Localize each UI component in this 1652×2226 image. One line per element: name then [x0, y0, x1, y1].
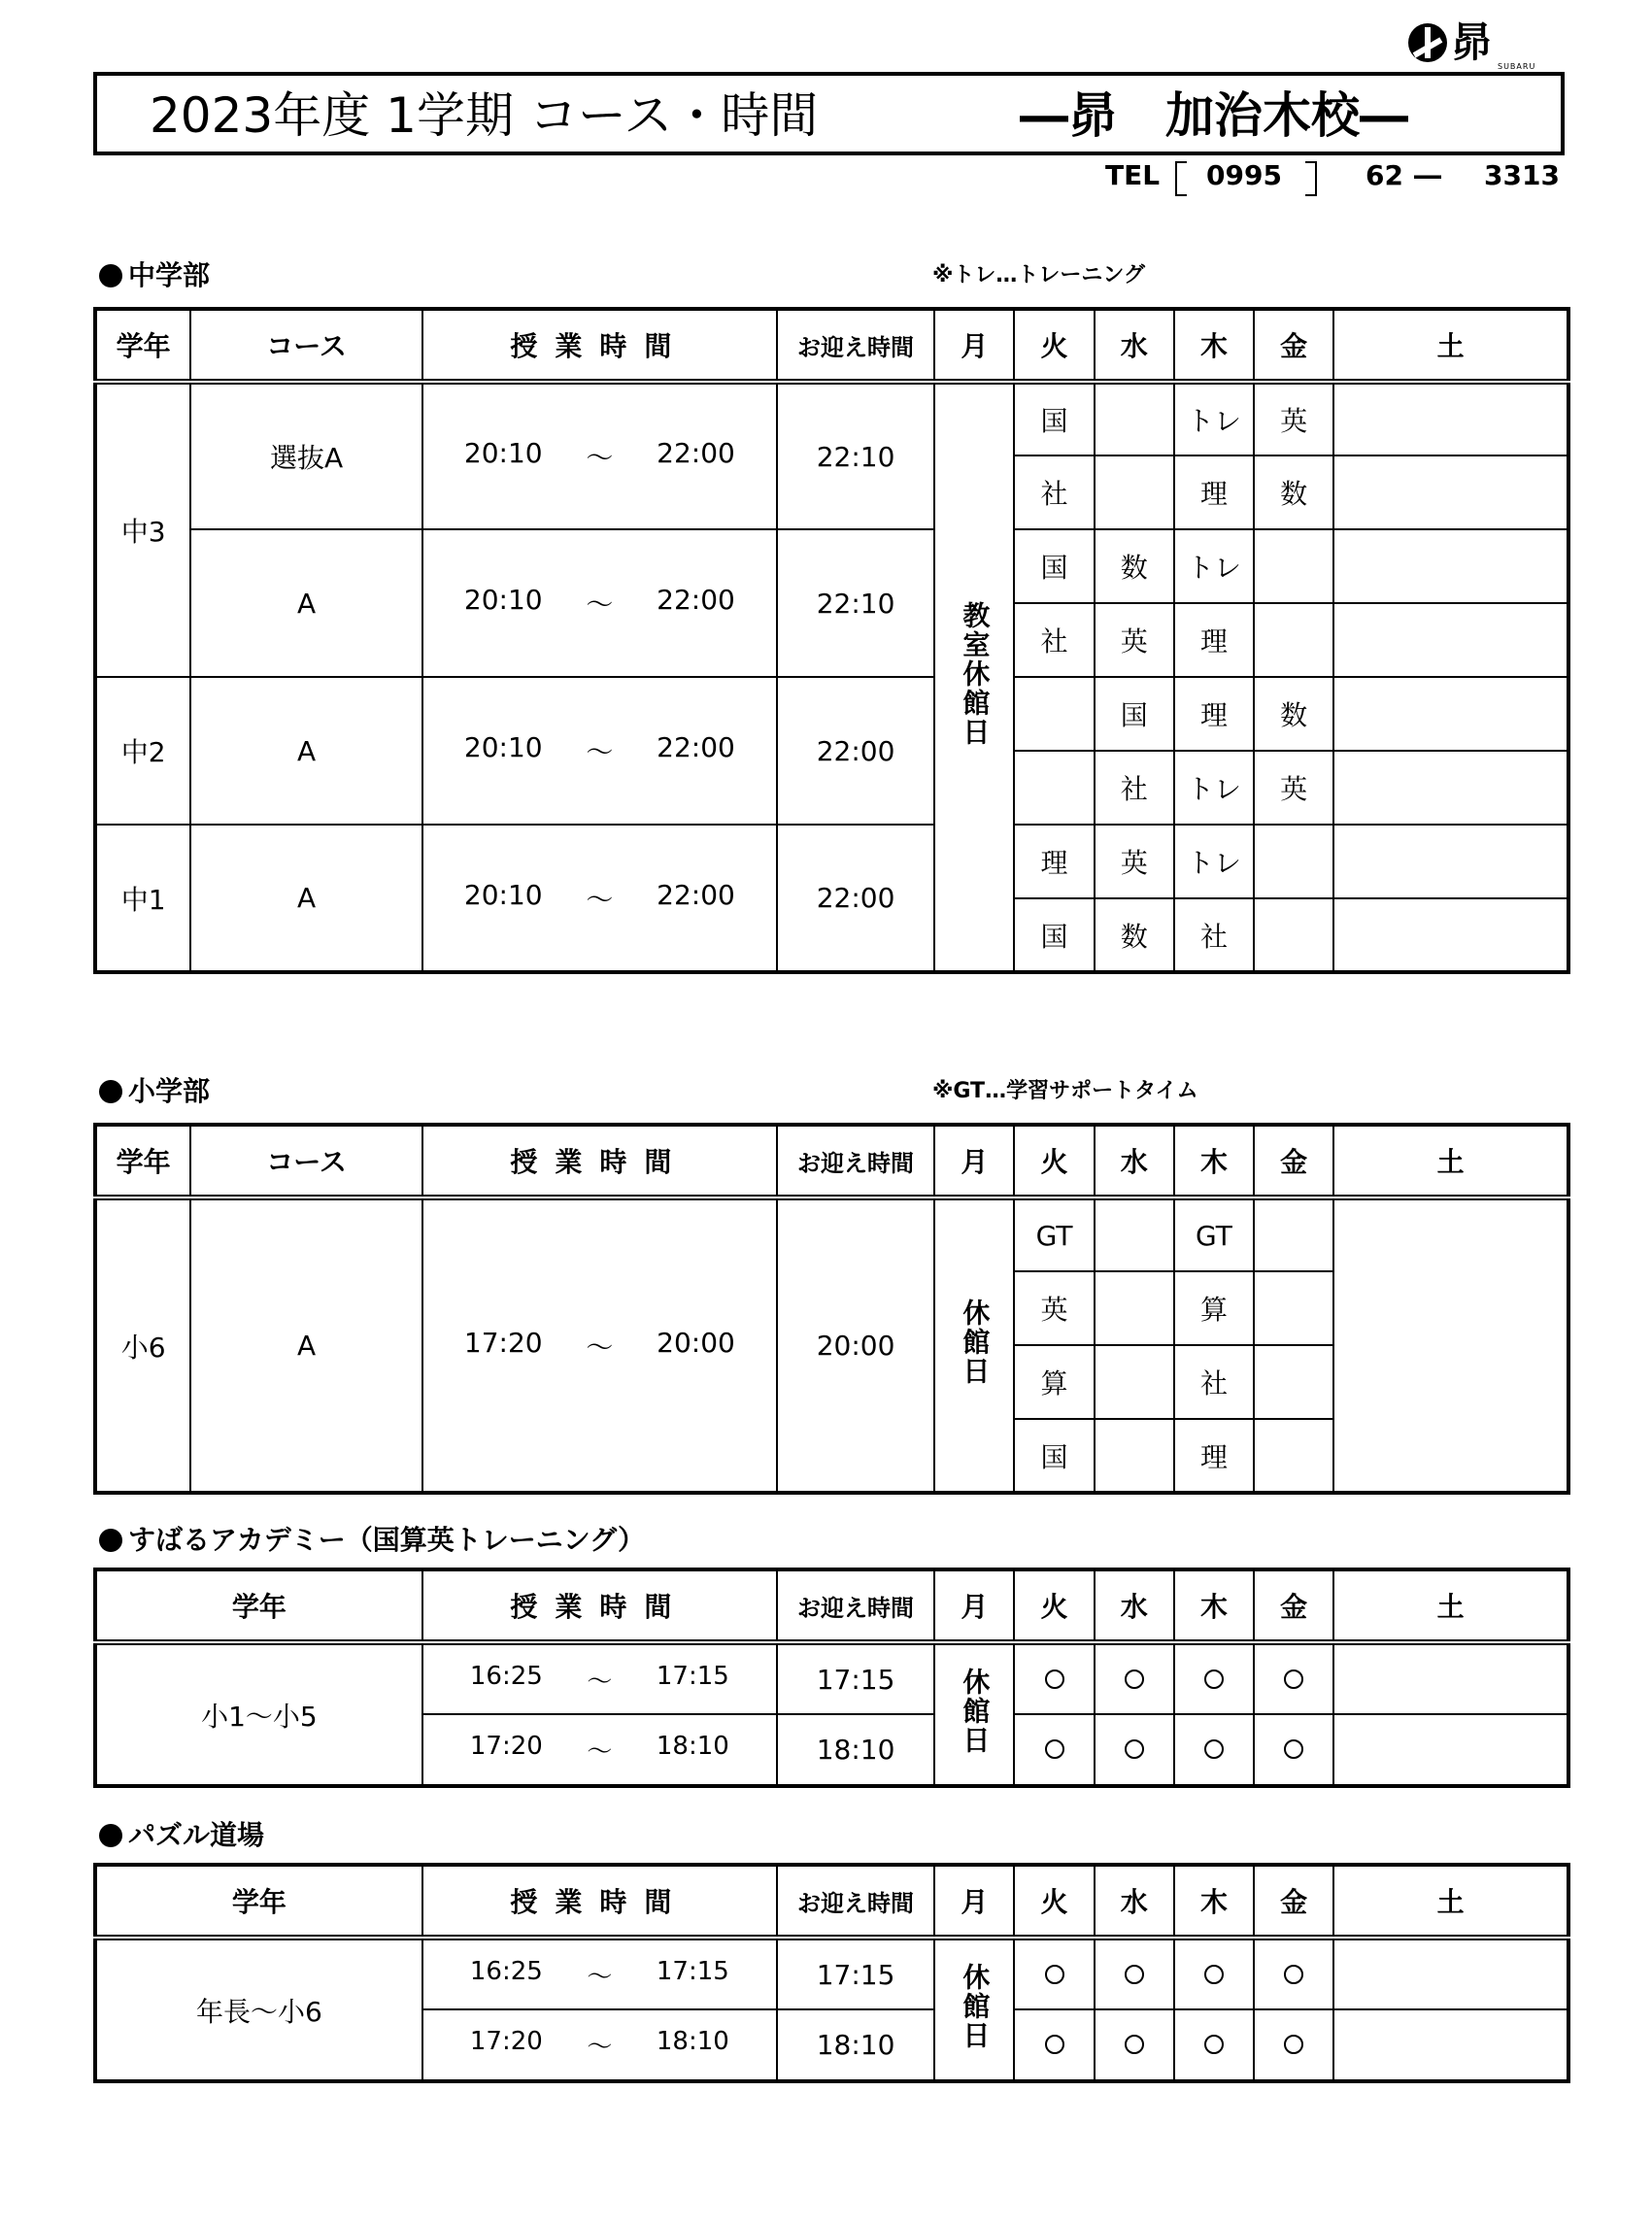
tel-label: TEL — [1105, 159, 1161, 191]
slot-cell: 数 — [1095, 529, 1174, 603]
sat-cell — [1333, 603, 1568, 677]
header-fri: 金 — [1254, 1569, 1333, 1642]
header-mon: 月 — [934, 1125, 1014, 1197]
school-logo — [1408, 19, 1554, 70]
elementary-heading: 小学部 — [99, 1070, 210, 1109]
middle-note: ※トレ…トレーニング — [932, 263, 1145, 287]
table-row — [95, 382, 1568, 455]
slot-cell — [1254, 1197, 1333, 1271]
slot-cell — [1254, 1419, 1333, 1493]
pickup-cell: 22:10 — [777, 529, 934, 677]
header-mon: 月 — [934, 309, 1014, 382]
slot-cell — [1095, 1419, 1174, 1493]
header-fri: 金 — [1254, 1125, 1333, 1197]
closed-day-cell: 休館日 — [934, 1642, 1014, 1786]
grade-cell: 小1～小5 — [95, 1642, 422, 1786]
bullet-icon — [99, 1529, 122, 1552]
grade-cell: 小6 — [95, 1197, 190, 1493]
sat-cell — [1333, 2009, 1568, 2081]
pickup-cell: 18:10 — [777, 1714, 934, 1786]
slot-cell: トレ — [1174, 825, 1254, 898]
slot-cell: 英 — [1095, 825, 1174, 898]
bullet-icon — [99, 1080, 122, 1103]
sat-cell — [1333, 825, 1568, 898]
sat-cell — [1333, 751, 1568, 825]
header-thu: 木 — [1174, 1569, 1254, 1642]
time-cell: 17:20 ～ 18:10 — [422, 2009, 777, 2081]
header-pickup: お迎え時間 — [777, 1125, 934, 1197]
table-header-row — [95, 1569, 1568, 1642]
circle-icon — [1095, 2009, 1174, 2081]
slot-cell — [1254, 603, 1333, 677]
table-row — [95, 1197, 1568, 1271]
circle-icon — [1254, 2009, 1333, 2081]
circle-icon — [1254, 1642, 1333, 1714]
course-cell: A — [190, 825, 422, 972]
title-box — [93, 72, 1565, 155]
slot-cell — [1095, 1345, 1174, 1419]
header-thu: 木 — [1174, 1865, 1254, 1938]
header-grade: 学年 — [95, 309, 190, 382]
table-header-row — [95, 1125, 1568, 1197]
time-cell: 20:10 ～ 22:00 — [422, 677, 777, 825]
sat-cell — [1333, 455, 1568, 529]
grade-cell: 中1 — [95, 825, 190, 972]
tel-area: 0995 — [1206, 159, 1282, 191]
bullet-icon — [99, 264, 122, 287]
slot-cell: 理 — [1174, 1419, 1254, 1493]
header-tue: 火 — [1014, 309, 1094, 382]
sat-cell — [1333, 1197, 1568, 1493]
course-cell: A — [190, 529, 422, 677]
slot-cell: 数 — [1254, 455, 1333, 529]
circle-icon — [1095, 1938, 1174, 2009]
phone-number — [1105, 155, 1560, 194]
sat-cell — [1333, 898, 1568, 972]
pickup-cell: 20:00 — [777, 1197, 934, 1493]
table-row — [95, 1938, 1568, 2009]
circle-icon — [1014, 1938, 1094, 2009]
tel-last: 3313 — [1484, 159, 1560, 191]
slot-cell — [1254, 1271, 1333, 1345]
elementary-note: ※GT…学習サポートタイム — [932, 1079, 1198, 1103]
header-sat: 土 — [1333, 1865, 1568, 1938]
slot-cell: 国 — [1014, 382, 1094, 455]
table-header-row — [95, 309, 1568, 382]
slot-cell: 社 — [1174, 898, 1254, 972]
slot-cell: 理 — [1174, 455, 1254, 529]
academy-heading: すばるアカデミー（国算英トレーニング） — [99, 1519, 645, 1558]
slot-cell: 国 — [1014, 529, 1094, 603]
slot-cell: 理 — [1174, 603, 1254, 677]
circle-icon — [1014, 1642, 1094, 1714]
slot-cell — [1014, 751, 1094, 825]
header-sat: 土 — [1333, 1125, 1568, 1197]
header-pickup: お迎え時間 — [777, 309, 934, 382]
sat-cell — [1333, 677, 1568, 751]
bullet-icon — [99, 1824, 122, 1847]
header-grade: 学年 — [95, 1865, 422, 1938]
header-wed: 水 — [1095, 1125, 1174, 1197]
grade-cell: 年長～小6 — [95, 1938, 422, 2081]
slot-cell: 算 — [1014, 1345, 1094, 1419]
slot-cell — [1095, 1197, 1174, 1271]
table-row — [95, 825, 1568, 898]
table-row — [95, 1642, 1568, 1714]
logo-mark-icon — [1408, 23, 1447, 62]
middle-schedule-table — [93, 307, 1570, 974]
sat-cell — [1333, 1714, 1568, 1786]
header-tue: 火 — [1014, 1865, 1094, 1938]
header-mon: 月 — [934, 1865, 1014, 1938]
header-tue: 火 — [1014, 1125, 1094, 1197]
header-wed: 水 — [1095, 1569, 1174, 1642]
header-course: コース — [190, 1125, 422, 1197]
closed-day-cell: 教室休館日 — [934, 382, 1014, 972]
header-wed: 水 — [1095, 1865, 1174, 1938]
slot-cell: トレ — [1174, 382, 1254, 455]
logo-subtext: SUBARU — [1498, 62, 1536, 71]
slot-cell: 数 — [1095, 898, 1174, 972]
slot-cell: トレ — [1174, 751, 1254, 825]
circle-icon — [1254, 1938, 1333, 2009]
pickup-cell: 22:10 — [777, 382, 934, 529]
closed-day-cell: 休館日 — [934, 1938, 1014, 2081]
slot-cell: 英 — [1095, 603, 1174, 677]
course-cell: A — [190, 1197, 422, 1493]
slot-cell — [1095, 382, 1174, 455]
slot-cell — [1254, 825, 1333, 898]
grade-cell: 中2 — [95, 677, 190, 825]
circle-icon — [1095, 1642, 1174, 1714]
slot-cell: 国 — [1014, 898, 1094, 972]
circle-icon — [1254, 1714, 1333, 1786]
slot-cell — [1254, 898, 1333, 972]
tel-mid: 62 — [1365, 159, 1403, 191]
header-mon: 月 — [934, 1569, 1014, 1642]
pickup-cell: 17:15 — [777, 1938, 934, 2009]
pickup-cell: 22:00 — [777, 825, 934, 972]
header-grade: 学年 — [95, 1125, 190, 1197]
slot-cell: トレ — [1174, 529, 1254, 603]
slot-cell: 英 — [1014, 1271, 1094, 1345]
header-course: コース — [190, 309, 422, 382]
course-cell: 選抜A — [190, 382, 422, 529]
middle-heading: 中学部 — [99, 254, 210, 293]
header-sat: 土 — [1333, 1569, 1568, 1642]
slot-cell — [1014, 677, 1094, 751]
time-cell: 17:20 ～ 18:10 — [422, 1714, 777, 1786]
slot-cell — [1254, 529, 1333, 603]
header-sat: 土 — [1333, 309, 1568, 382]
academy-schedule-table — [93, 1568, 1570, 1788]
time-cell: 20:10 ～ 22:00 — [422, 382, 777, 529]
time-cell: 16:25 ～ 17:15 — [422, 1642, 777, 1714]
circle-icon — [1174, 1714, 1254, 1786]
time-cell: 17:20 ～ 20:00 — [422, 1197, 777, 1493]
sat-cell — [1333, 529, 1568, 603]
puzzle-schedule-table — [93, 1863, 1570, 2083]
circle-icon — [1174, 2009, 1254, 2081]
slot-cell — [1095, 455, 1174, 529]
slot-cell: 社 — [1014, 603, 1094, 677]
header-fri: 金 — [1254, 1865, 1333, 1938]
slot-cell: 算 — [1174, 1271, 1254, 1345]
tel-dash: ― — [1414, 159, 1441, 191]
school-name: ―昴 加治木校― — [1020, 87, 1408, 144]
slot-cell: 英 — [1254, 382, 1333, 455]
header-thu: 木 — [1174, 1125, 1254, 1197]
closed-day-cell: 休館日 — [934, 1197, 1014, 1493]
slot-cell: 国 — [1014, 1419, 1094, 1493]
header-grade: 学年 — [95, 1569, 422, 1642]
puzzle-heading: パズル道場 — [99, 1814, 264, 1853]
table-row — [95, 529, 1568, 603]
slot-cell: 理 — [1174, 677, 1254, 751]
header-pickup: お迎え時間 — [777, 1569, 934, 1642]
pickup-cell: 22:00 — [777, 677, 934, 825]
slot-cell: 理 — [1014, 825, 1094, 898]
table-header-row — [95, 1865, 1568, 1938]
paren-left-icon — [1175, 161, 1187, 196]
sat-cell — [1333, 1642, 1568, 1714]
table-row — [95, 677, 1568, 751]
circle-icon — [1014, 1714, 1094, 1786]
time-cell: 20:10 ～ 22:00 — [422, 825, 777, 972]
slot-cell: 数 — [1254, 677, 1333, 751]
pickup-cell: 18:10 — [777, 2009, 934, 2081]
header-thu: 木 — [1174, 309, 1254, 382]
header-pickup: お迎え時間 — [777, 1865, 934, 1938]
circle-icon — [1174, 1642, 1254, 1714]
pickup-cell: 17:15 — [777, 1642, 934, 1714]
circle-icon — [1014, 2009, 1094, 2081]
slot-cell — [1095, 1271, 1174, 1345]
slot-cell: 英 — [1254, 751, 1333, 825]
circle-icon — [1095, 1714, 1174, 1786]
elementary-schedule-table — [93, 1123, 1570, 1495]
slot-cell: 国 — [1095, 677, 1174, 751]
time-cell: 20:10 ～ 22:00 — [422, 529, 777, 677]
slot-cell: 社 — [1014, 455, 1094, 529]
course-cell: A — [190, 677, 422, 825]
time-cell: 16:25 ～ 17:15 — [422, 1938, 777, 2009]
header-wed: 水 — [1095, 309, 1174, 382]
sat-cell — [1333, 382, 1568, 455]
header-lesson-time: 授業時間 — [422, 1125, 777, 1197]
slot-cell: GT — [1174, 1197, 1254, 1271]
grade-cell: 中3 — [95, 382, 190, 677]
slot-cell: 社 — [1174, 1345, 1254, 1419]
circle-icon — [1174, 1938, 1254, 2009]
slot-cell — [1254, 1345, 1333, 1419]
sat-cell — [1333, 1938, 1568, 2009]
header-fri: 金 — [1254, 309, 1333, 382]
header-tue: 火 — [1014, 1569, 1094, 1642]
header-lesson-time: 授業時間 — [422, 309, 777, 382]
logo-kanji: 昴 — [1451, 18, 1493, 66]
header-lesson-time: 授業時間 — [422, 1569, 777, 1642]
header-lesson-time: 授業時間 — [422, 1865, 777, 1938]
slot-cell: GT — [1014, 1197, 1094, 1271]
paren-right-icon — [1305, 161, 1317, 196]
page-title: 2023年度 1学期 コース・時間 — [150, 87, 819, 144]
slot-cell: 社 — [1095, 751, 1174, 825]
